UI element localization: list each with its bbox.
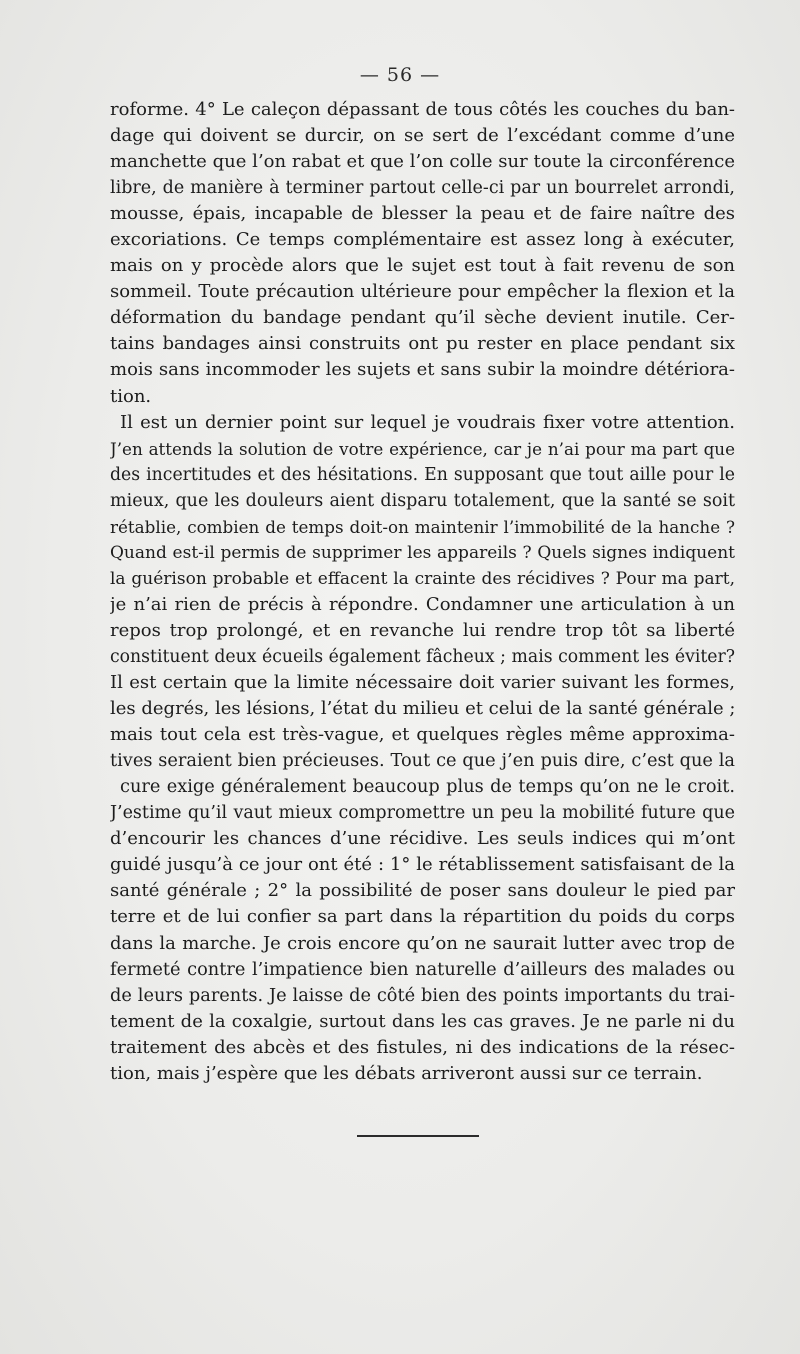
text-line: je n’ai rien de précis à répondre. Condamner une articulation à un xyxy=(110,593,735,615)
text-line: rétablie, combien de temps doit-on maintenir l’immobilité de la hanche ? xyxy=(110,516,735,537)
text-line: d’encourir les chances d’une récidive. Les seuls indices qui m’ont xyxy=(110,828,735,850)
text-line: dans la marche. Je crois encore qu’on ne saurait lutter avec trop de xyxy=(110,932,735,954)
text-line: libre, de manière à terminer partout celle-ci par un bourrelet arrondi, xyxy=(110,178,735,199)
text-line: J’en attends la solution de votre expérience, car je n’ai pour ma part que xyxy=(110,438,735,459)
section-end-rule xyxy=(357,1135,479,1137)
text-line: tives seraient bien précieuses. Tout ce que j’en puis dire, c’est que la xyxy=(110,751,735,772)
text-line: mousse, épais, incapable de blesser la peau et de faire naître des xyxy=(110,203,735,225)
text-line: mois sans incommoder les sujets et sans subir la moindre détériora- xyxy=(110,359,735,381)
text-line: tement de la coxalgie, surtout dans les cas graves. Je ne parle ni du xyxy=(110,1010,735,1032)
text-line: tains bandages ainsi construits ont pu rester en place pendant six xyxy=(110,333,735,355)
text-line: Quand est-il permis de supprimer les appareils ? Quels signes indiquent xyxy=(110,542,735,563)
text-line: mais tout cela est très-vague, et quelques règles même approxima- xyxy=(110,724,735,746)
text-line: excoriations. Ce temps complémentaire est assez long à exécuter, xyxy=(110,229,735,251)
text-line: roforme. 4° Le caleçon dépassant de tous côtés les couches du ban- xyxy=(110,99,735,120)
text-line: de leurs parents. Je laisse de côté bien des points importants du trai- xyxy=(110,985,735,1006)
text-line: Il est certain que la limite nécessaire doit varier suivant les formes, xyxy=(110,672,735,694)
text-line: la guérison probable et effacent la crainte des récidives ? Pour ma part, xyxy=(110,568,735,589)
text-line: santé générale ; 2° la possibilité de poser sans douleur le pied par xyxy=(110,880,735,902)
text-line: les degrés, les lésions, l’état du milieu et celui de la santé générale ; xyxy=(110,698,735,720)
text-line: manchette que l’on rabat et que l’on colle sur toute la circonférence xyxy=(110,151,735,173)
text-line: tion. xyxy=(110,385,152,407)
text-line: sommeil. Toute précaution ultérieure pour empêcher la flexion et la xyxy=(110,281,735,303)
text-line: terre et de lui confier sa part dans la répartition du poids du corps xyxy=(110,906,735,928)
text-line: déformation du bandage pendant qu’il sèche devient inutile. Cer- xyxy=(110,307,735,329)
body-text xyxy=(110,97,735,1087)
text-line: guidé jusqu’à ce jour ont été : 1° le rétablissement satisfaisant de la xyxy=(110,854,735,876)
text-line: tion, mais j’espère que les débats arriveront aussi sur ce terrain. xyxy=(110,1062,703,1084)
text-line: fermeté contre l’impatience bien naturelle d’ailleurs des malades ou xyxy=(110,959,735,980)
text-line: repos trop prolongé, et en revanche lui rendre trop tôt sa liberté xyxy=(110,619,735,641)
text-line: des incertitudes et des hésitations. En supposant que tout aille pour le xyxy=(110,464,735,485)
text-line: Il est un dernier point sur lequel je voudrais fixer votre attention. xyxy=(120,411,735,433)
text-line: dage qui doivent se durcir, on se sert de l’excédant comme d’une xyxy=(110,125,735,147)
text-line: constituent deux écueils également fâcheux ; mais comment les éviter? xyxy=(110,646,735,667)
text-line: mieux, que les douleurs aient disparu totalement, que la santé se soit xyxy=(110,490,735,511)
text-line: mais on y procède alors que le sujet est tout à fait revenu de son xyxy=(110,255,735,277)
page-number: — 56 — xyxy=(359,64,441,86)
text-line: J’estime qu’il vaut mieux compromettre un peu la mobilité future que xyxy=(110,803,735,824)
text-line: cure exige généralement beaucoup plus de temps qu’on ne le croit. xyxy=(120,777,735,798)
text-line: traitement des abcès et des fistules, ni des indications de la résec- xyxy=(110,1036,735,1058)
